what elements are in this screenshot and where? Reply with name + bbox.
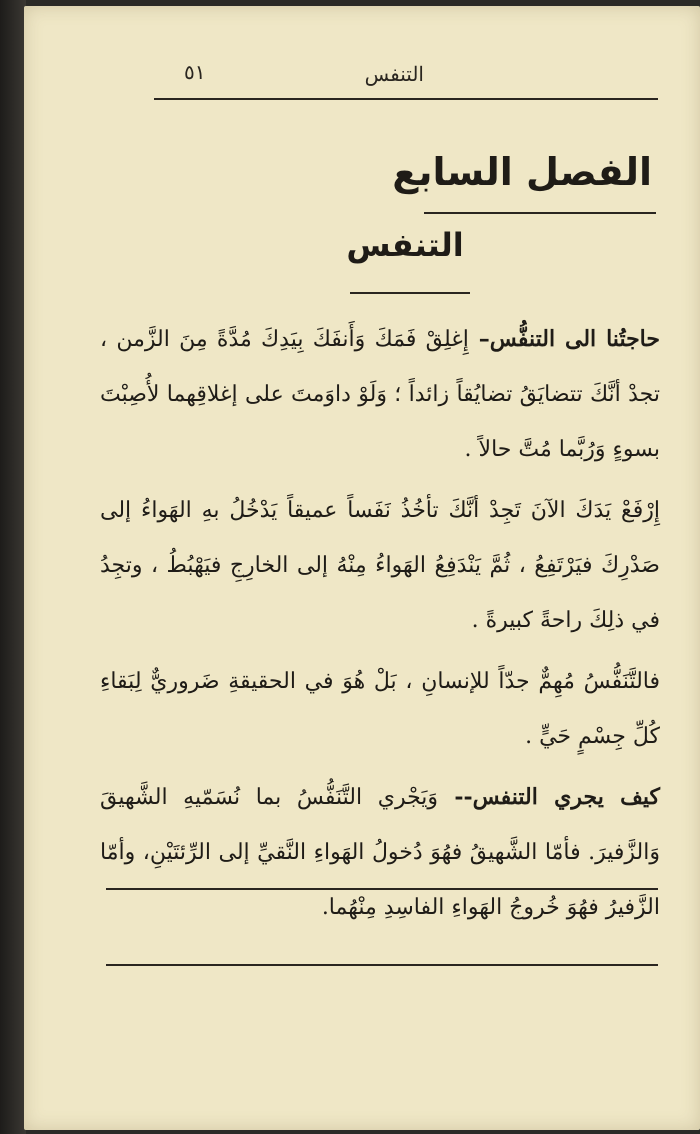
binding-edge [0, 0, 26, 1134]
paragraph [100, 770, 660, 935]
paragraph [100, 312, 660, 477]
paragraph-lead: كيف يجري التنفس-- [438, 784, 660, 810]
paragraph-lead: حاجتُنا الى التنفُّس– [468, 326, 660, 352]
chapter-rule [424, 212, 656, 214]
paragraph [100, 654, 660, 764]
chapter-title: الفصل السابع [392, 150, 652, 194]
underline-rule [106, 964, 658, 966]
section-title: التنفس [346, 226, 464, 264]
header-rule [154, 98, 658, 100]
body-text [100, 312, 660, 941]
paragraph-text: فالتَّنَفُّسُ مُهِمٌّ جدّاً للإنسانِ ، بَلْ هُوَ في الحقيقةِ ضَروريٌّ لِبَقاءِ كُلِّ جِسْمٍ حَيٍّ . [100, 669, 660, 749]
paragraph [100, 483, 660, 648]
paragraph-text: وَيَجْري التَّنَفُّسُ بما نُسَمّيهِ الشَّهيقَ وَالزَّفيرَ. فأمّا الشَّهيقُ فهُوَ دُخولُ الهَواءِ النَّقيِّ إلى الرِّئتَيْنِ، وأمّا الزَّفيرُ فهُوَ خُروجُ الهَواءِ الفاسِدِ مِنْهُما. [100, 785, 660, 920]
underline-rule [106, 888, 658, 890]
section-rule [350, 292, 470, 294]
paragraph-text: إِغلِقْ فَمَكَ وَأَنفَكَ بِيَدِكَ مُدَّةً مِنَ الزَّمن ، تجدْ أنَّكَ تتضايَقُ تضايُقاً زائداً ؛ وَلَوْ داوَمتَ على إغلاقِهما لأُصِبْتَ بسوءٍ وَرُبَّما مُتَّ حالاً . [100, 327, 660, 462]
paragraph-text: إِرْفَعْ يَدَكَ الآنَ تَجِدْ أنَّكَ تأخُذُ نَفَساً عميقاً يَدْخُلُ بهِ الهَواءُ إلى صَدْرِكَ فيَرْتَفِعُ ، ثُمَّ يَنْدَفِعُ الهَواءُ مِنْهُ إلى الخارِجِ فيَهْبُطُ ، وتجِدُ في ذلِكَ راحةً كبيرةً . [100, 498, 660, 633]
running-header-title: التنفس [364, 62, 424, 86]
running-header [154, 62, 654, 92]
page-number: ٥١ [184, 60, 206, 84]
